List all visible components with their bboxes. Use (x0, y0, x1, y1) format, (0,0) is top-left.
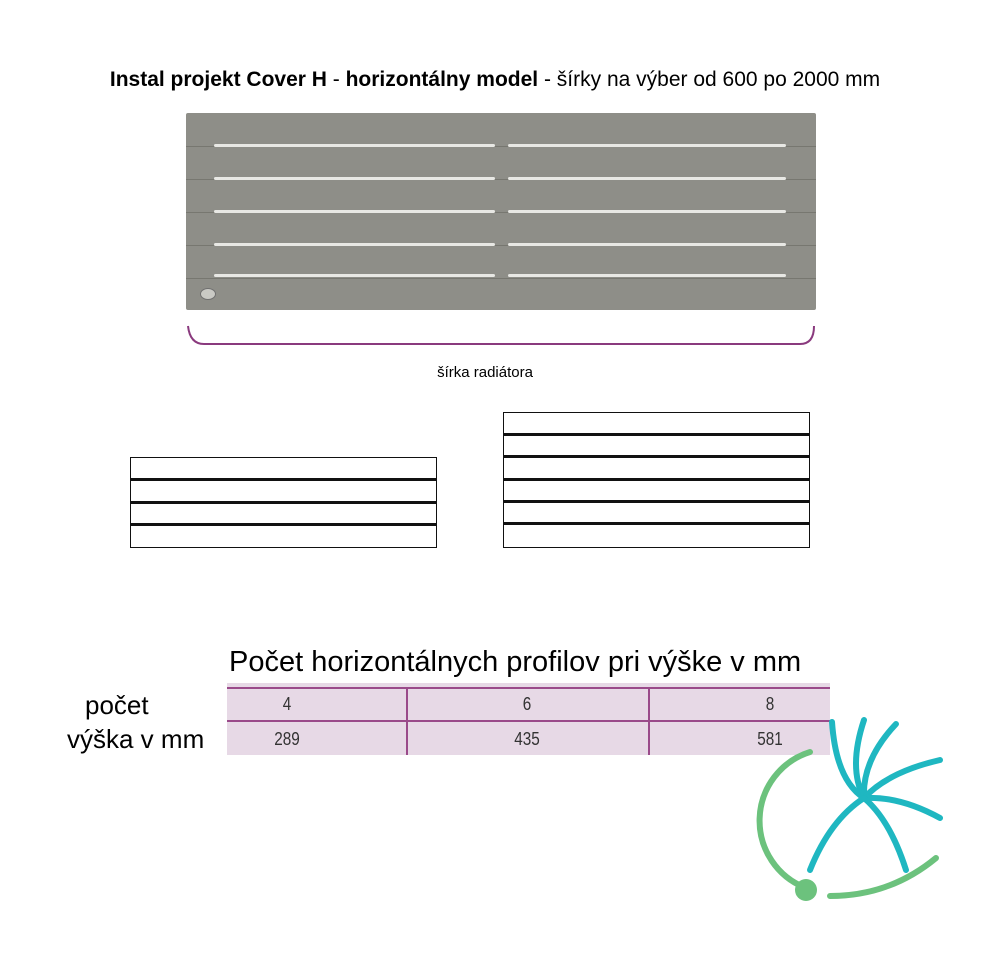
width-label: šírka radiátora (437, 364, 533, 381)
table-cell: 6 (522, 694, 532, 714)
table-cell: 8 (765, 694, 775, 714)
width-brace (186, 322, 818, 348)
title-widths: - šírky na výber od 600 po 2000 mm (538, 68, 881, 91)
table-cell: 435 (514, 729, 540, 749)
table-cell: 289 (274, 729, 300, 749)
table-cell: 4 (282, 694, 292, 714)
table-title: Počet horizontálnych profilov pri výške v mm (229, 646, 802, 678)
radiator-image (186, 113, 816, 310)
profile-diagram-6 (503, 412, 810, 548)
title-model: horizontálny model (345, 68, 539, 91)
row-label-height: výška v mm (67, 724, 205, 754)
title-product: Instal projekt Cover H (109, 68, 327, 91)
title-sep: - (326, 68, 346, 91)
table-cell: 581 (757, 729, 783, 749)
company-logo (740, 710, 950, 910)
page-title (0, 68, 990, 92)
row-label-count: počet (85, 690, 149, 720)
profile-diagram-4 (130, 457, 437, 548)
radiator-valve (200, 288, 216, 300)
